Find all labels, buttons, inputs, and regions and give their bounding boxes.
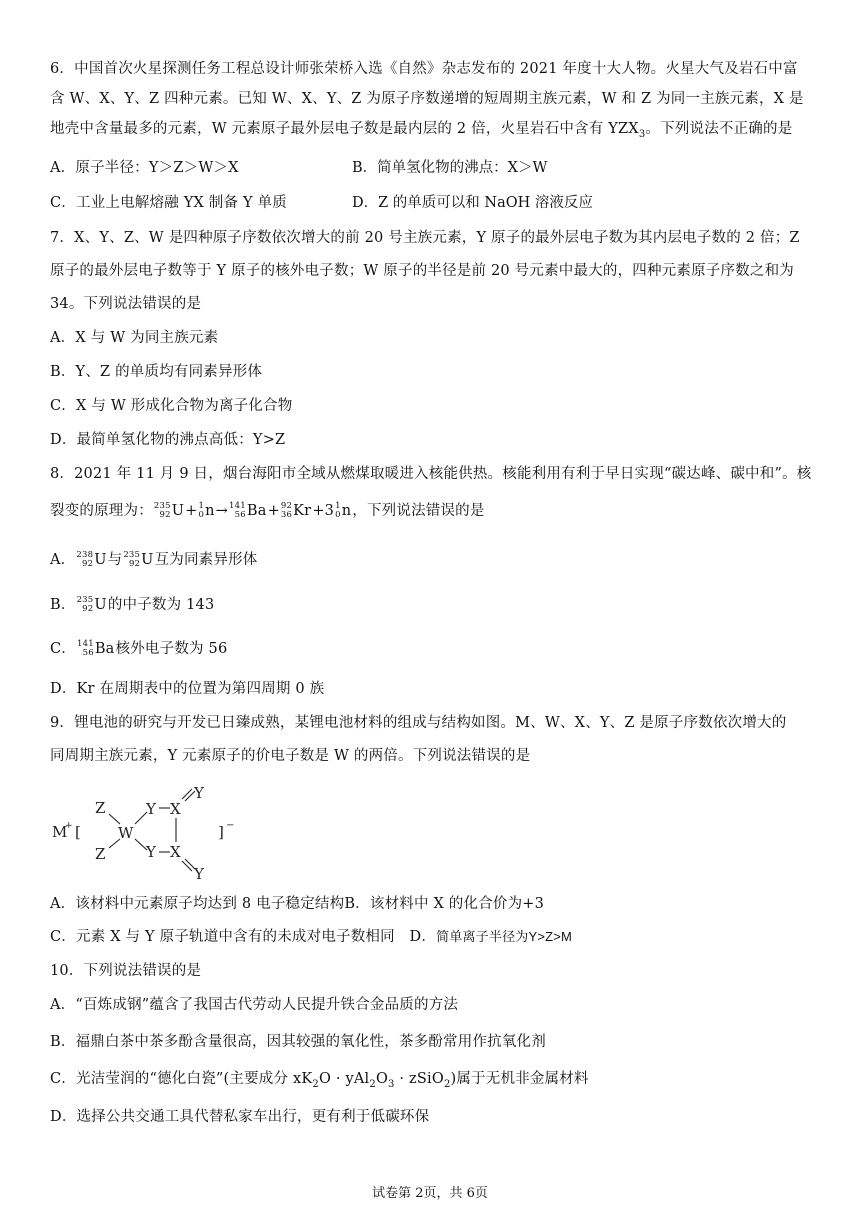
option-text: 核外电子数为 56 <box>115 641 228 657</box>
element-symbol: U <box>94 597 107 613</box>
struct-m: M <box>52 823 68 841</box>
q6-stem-line1: 6．中国首次火星探测任务工程总设计师张荣桥入选《自然》杂志发布的 2021 年度十大人物。火星大气及岩石中富 <box>50 61 798 77</box>
atomic-number: 0 <box>198 510 205 520</box>
q8-stem-line2-pre: 裂变的原理为： <box>50 503 153 519</box>
q10-stem: 10．下列说法错误的是 <box>50 963 202 979</box>
q8-stem-line2-post: ，下列说法错误的是 <box>352 503 485 519</box>
mass-number: 1 <box>198 501 205 511</box>
q7-option-d: D．最简单氢化物的沸点高低：Y>Z <box>50 432 286 448</box>
q8-option-d: D．Kr 在周期表中的位置为第四周期 0 族 <box>50 681 325 697</box>
option-text: O <box>375 1071 389 1087</box>
mass-number: 235 <box>123 550 141 560</box>
nuclide-neutron <box>335 500 351 522</box>
nuclide-kr92 <box>281 500 311 522</box>
q7-stem-line2: 原子的最外层电子数等于 Y 原子的核外电子数；W 原子的半径是前 20 号元素中最大的，四种元素原子序数之和为 <box>50 263 794 279</box>
plus-sign: + <box>312 503 325 519</box>
atomic-number: 92 <box>81 559 94 569</box>
option-label: C． <box>50 641 76 657</box>
q6-option-b: B．简单氢化物的沸点：X＞W <box>352 160 548 176</box>
atomic-number: 92 <box>159 510 171 520</box>
option-text: 与 <box>107 552 123 568</box>
mass-number: 238 <box>76 550 94 560</box>
element-symbol: Kr <box>293 503 312 519</box>
q9-stem-line1: 9．锂电池的研究与开发已日臻成熟，某锂电池材料的组成与结构如图。M、W、X、Y、Z 是原子序数依次增大的 <box>50 715 787 731</box>
mass-number: 92 <box>280 501 293 511</box>
q9-options-cd <box>50 926 820 948</box>
plus-sign: + <box>267 503 280 519</box>
struct-x-top: X <box>170 800 181 818</box>
q8-option-a <box>50 549 820 571</box>
struct-lbracket: [ <box>75 823 81 841</box>
struct-plus: + <box>65 821 73 831</box>
atomic-number: 92 <box>128 559 141 569</box>
mass-number: 235 <box>153 501 171 511</box>
option-text: 的中子数为 143 <box>107 597 215 613</box>
nuclide-u238 <box>76 549 106 571</box>
option-text: · zSiO <box>394 1071 444 1087</box>
q7-option-b: B．Y、Z 的单质均有同素异形体 <box>50 364 263 380</box>
q6-stem-line2: 含 W、X、Y、Z 四种元素。已知 W、X、Y、Z 为原子序数递增的短周期主族元素，W 和 Z 为同一主族元素，X 是 <box>50 91 804 107</box>
q6-stem-line3-pre: 地壳中含量最多的元素，W 元素原子最外层电子数是最内层的 2 倍，火星岩石中含有 YZX <box>50 121 639 137</box>
coefficient: 3 <box>324 503 335 519</box>
nuclide-neutron <box>199 500 215 522</box>
struct-z-bot: Z <box>95 845 106 863</box>
mass-number: 141 <box>229 501 246 511</box>
q7-option-c: C．X 与 W 形成化合物为离子化合物 <box>50 398 293 414</box>
option-text: C．元素 X 与 Y 原子轨道中含有的未成对电子数相同 D． <box>50 929 437 945</box>
element-symbol: U <box>94 552 107 568</box>
q6-stem-line3 <box>50 118 820 146</box>
option-label: B． <box>50 597 76 613</box>
q10-option-a: A．“百炼成钢”蕴含了我国古代劳动人民提升铁合金品质的方法 <box>50 997 459 1013</box>
nuclide-u235 <box>77 594 107 616</box>
atomic-number: 36 <box>280 510 293 520</box>
option-text: )属于无机非金属材料 <box>450 1071 589 1087</box>
atomic-number: 56 <box>82 648 94 658</box>
plus-sign: + <box>185 503 198 519</box>
q10-option-c <box>50 1068 820 1096</box>
element-symbol: Ba <box>94 641 115 657</box>
q6-stem-line3-post: 。下列说法不正确的是 <box>645 121 793 137</box>
mass-number: 235 <box>76 595 94 605</box>
q6-option-a: A．原子半径：Y＞Z＞W＞X <box>50 160 239 176</box>
subscript: 2 <box>369 1078 376 1090</box>
subscript: 2 <box>312 1078 319 1090</box>
option-text: 简单离子半径为Y>Z>M <box>436 929 573 944</box>
atomic-number: 0 <box>335 510 341 520</box>
page-footer: 试卷第 2页，共 6页 <box>372 1186 488 1201</box>
reaction-arrow: → <box>215 503 229 519</box>
q9-structure-diagram <box>48 782 248 882</box>
option-text: C．光洁莹润的“德化白瓷”(主要成分 xK <box>50 1071 313 1087</box>
option-label: A． <box>50 552 76 568</box>
atomic-number: 92 <box>82 604 94 614</box>
option-text: O · yAl <box>318 1071 370 1087</box>
struct-rbracket: ] <box>218 823 224 841</box>
element-symbol: U <box>141 552 154 568</box>
q6-formula-subscript: 3 <box>638 128 646 140</box>
struct-minus: − <box>226 820 235 831</box>
struct-x-bot: X <box>170 843 181 861</box>
q6-option-d: D．Z 的单质可以和 NaOH 溶液反应 <box>352 195 593 211</box>
struct-z-top: Z <box>95 799 106 817</box>
element-symbol: U <box>171 503 185 519</box>
nuclide-ba141 <box>77 638 115 660</box>
q8-stem-line2 <box>50 500 820 522</box>
q8-option-c <box>50 638 820 660</box>
q7-stem-line1: 7．X、Y、Z、W 是四种原子序数依次增大的前 20 号主族元素，Y 原子的最外层电子数为其内层电子数的 2 倍；Z <box>50 230 800 246</box>
subscript: 3 <box>388 1078 395 1090</box>
q6-option-c: C．工业上电解熔融 YX 制备 Y 单质 <box>50 195 287 211</box>
struct-w: W <box>118 824 134 842</box>
option-text: 互为同素异形体 <box>154 552 258 568</box>
mass-number: 141 <box>77 639 94 649</box>
struct-y-out-bot: Y <box>194 865 204 882</box>
q9-stem-line2: 同周期主族元素，Y 元素原子的价电子数是 W 的两倍。下列说法错误的是 <box>50 748 531 764</box>
element-symbol: Ba <box>246 503 267 519</box>
q10-option-d: D．选择公共交通工具代替私家车出行，更有利于低碳环保 <box>50 1109 430 1125</box>
struct-y-bot: Y <box>146 843 156 861</box>
struct-y-out-top: Y <box>194 784 204 802</box>
q7-option-a: A．X 与 W 为同主族元素 <box>50 330 219 346</box>
atomic-number: 56 <box>234 510 246 520</box>
q9-options-ab: A．该材料中元素原子均达到 8 电子稳定结构B．该材料中 X 的化合价为+3 <box>50 896 545 912</box>
nuclide-u235 <box>154 500 184 522</box>
q10-option-b: B．福鼎白茶中茶多酚含量很高，因其较强的氧化性，茶多酚常用作抗氧化剂 <box>50 1034 546 1050</box>
struct-y-top: Y <box>146 800 156 818</box>
mass-number: 1 <box>335 501 341 511</box>
subscript: 2 <box>443 1078 451 1090</box>
nuclide-u235 <box>123 549 153 571</box>
nuclide-ba141 <box>229 500 267 522</box>
element-symbol: n <box>205 503 215 519</box>
q7-stem-line3: 34。下列说法错误的是 <box>50 296 202 312</box>
element-symbol: n <box>341 503 352 519</box>
q8-option-b <box>50 594 820 616</box>
q8-stem-line1: 8．2021 年 11 月 9 日，烟台海阳市全域从燃煤取暖进入核能供热。核能利用有利于早日实现“碳达峰、碳中和”。核 <box>50 466 812 482</box>
